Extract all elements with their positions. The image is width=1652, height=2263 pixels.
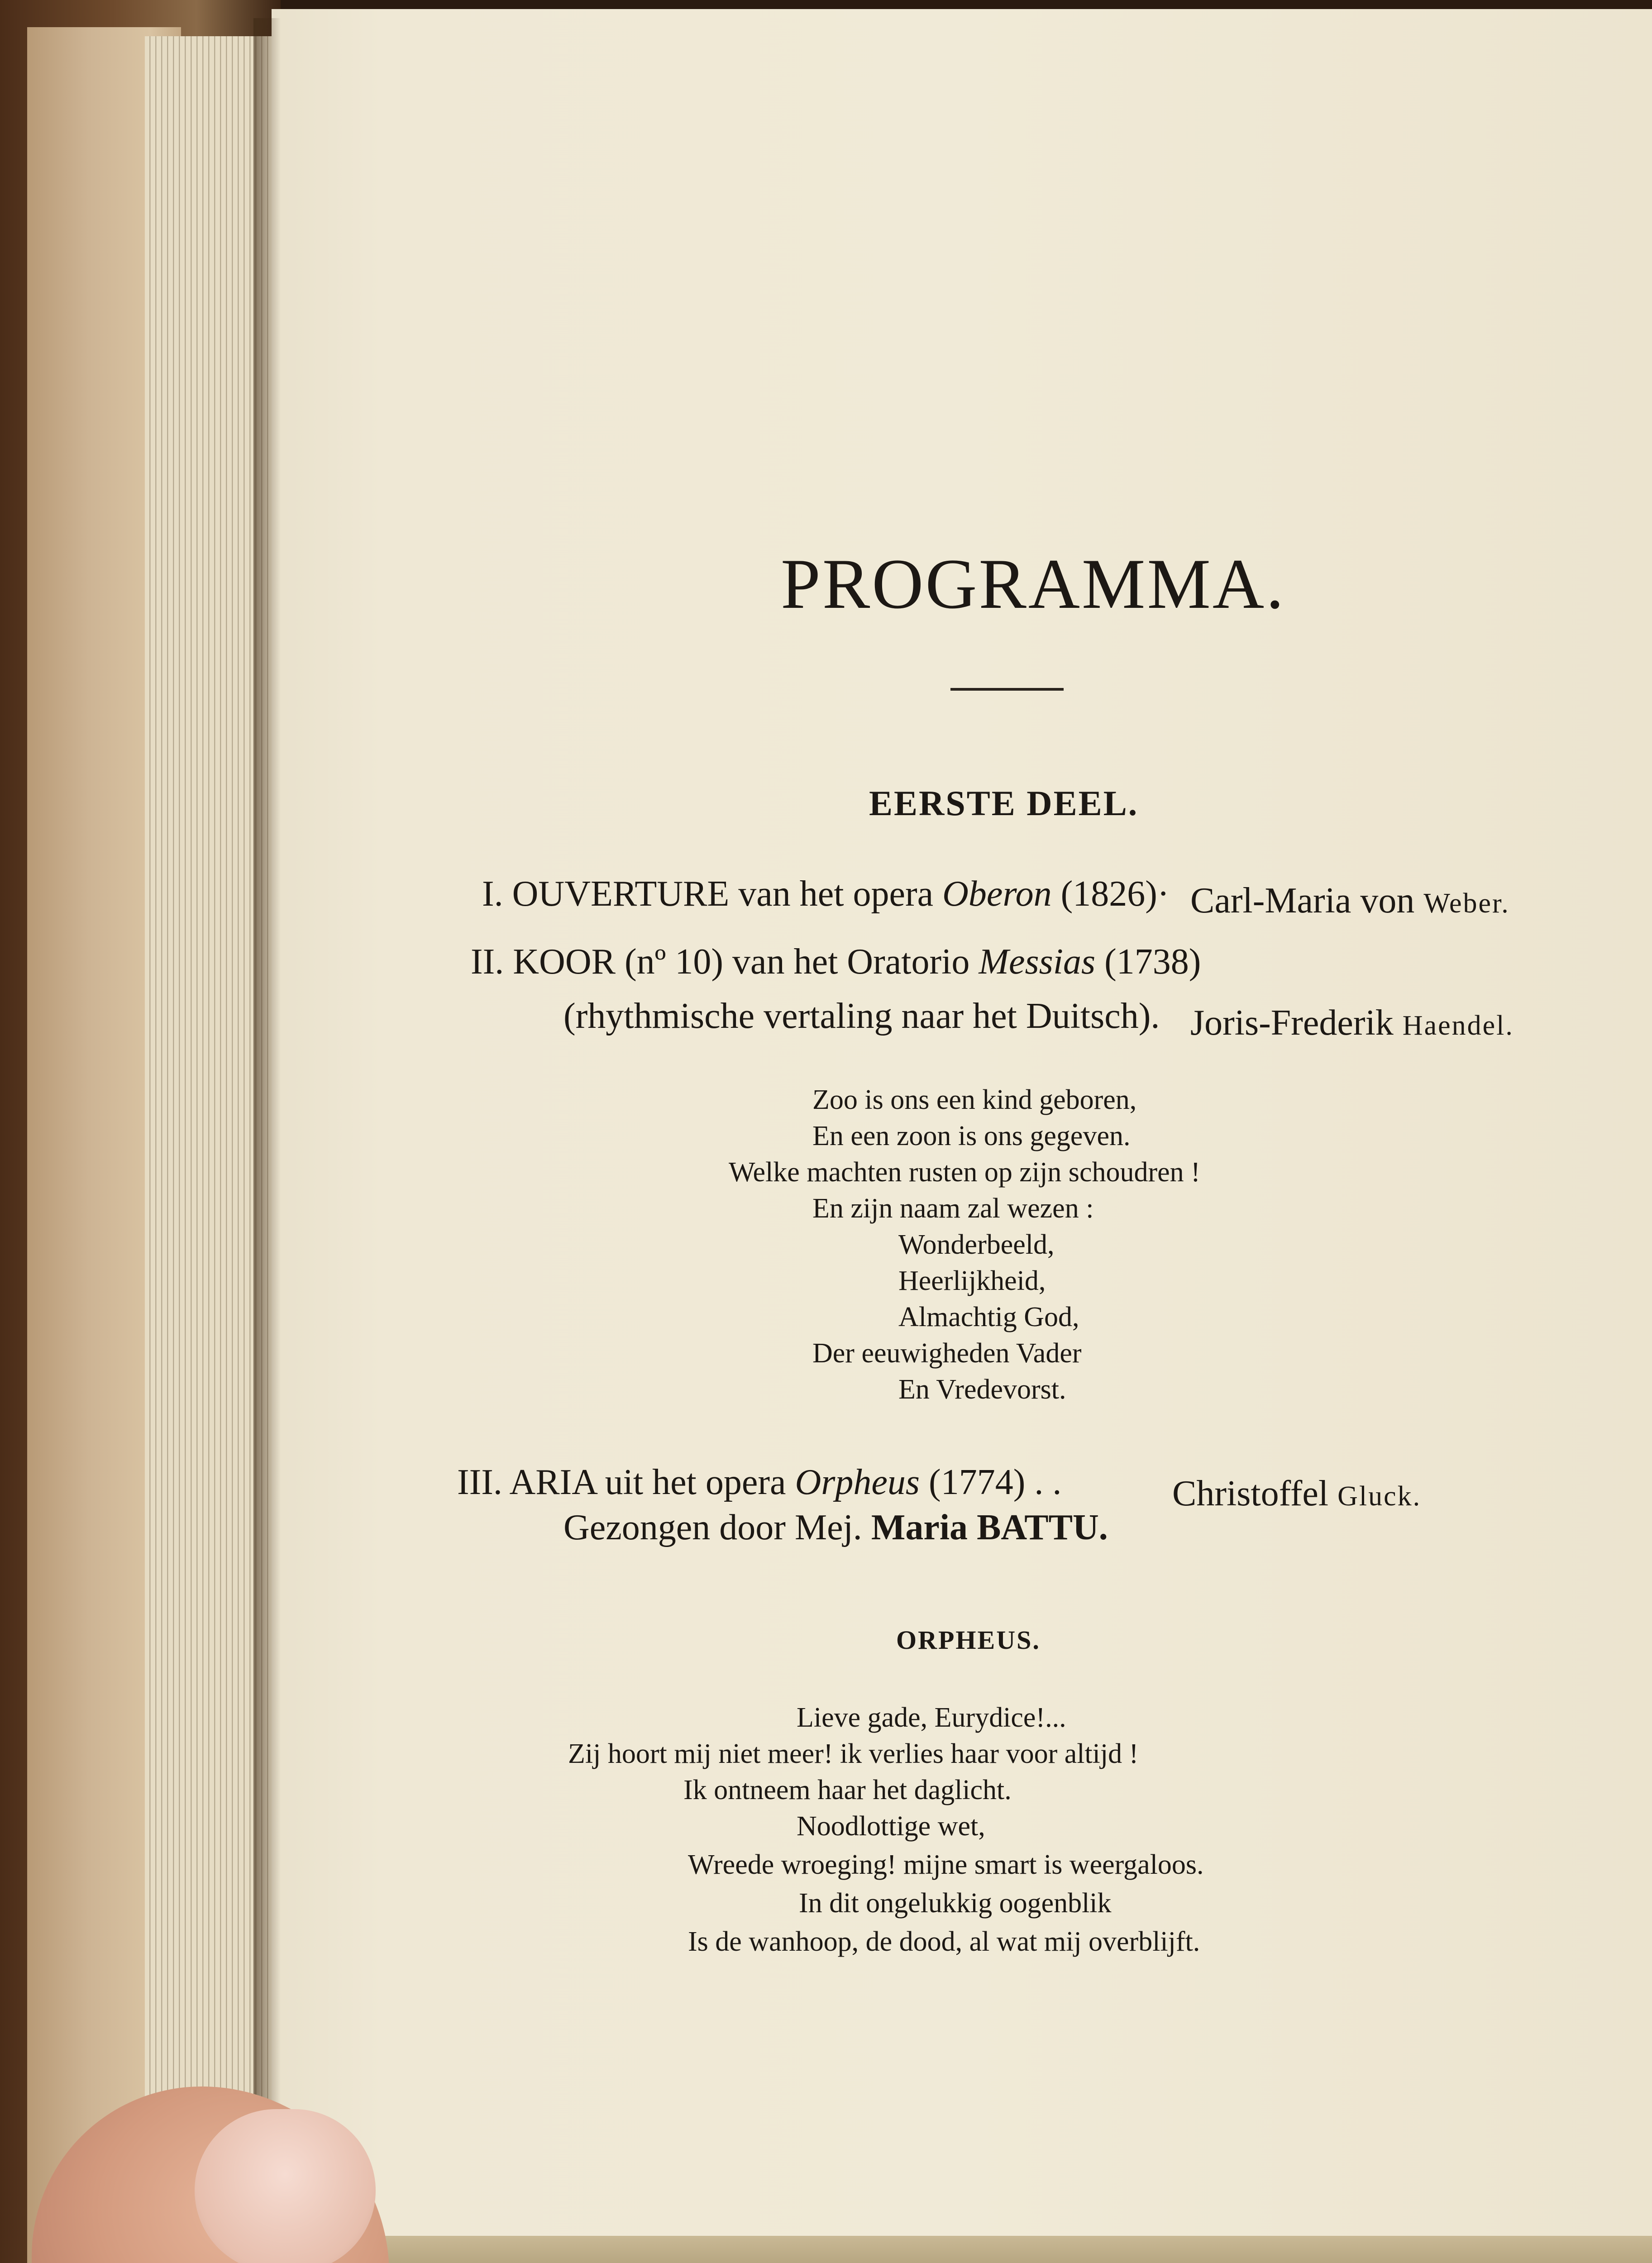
item-numeral: III.	[457, 1462, 502, 1502]
page-title: PROGRAMMA.	[781, 544, 1286, 624]
item-pre: (nº 10) van het Oratorio	[615, 942, 979, 982]
composer-first: Carl-Maria von	[1190, 881, 1424, 921]
verse-line: En Vredevorst.	[898, 1374, 1066, 1405]
composer-last: Weber.	[1423, 888, 1510, 919]
item-pre: van het opera	[729, 874, 943, 914]
verse-line: Ik ontneem haar het daglicht.	[683, 1775, 1012, 1805]
composer-first: Joris-Frederik	[1190, 1003, 1403, 1043]
item-work: Messias	[979, 942, 1096, 982]
verse-line: Noodlottige wet,	[797, 1811, 985, 1842]
item-post: (1826)·	[1051, 874, 1170, 914]
verse-line: Wreede wroeging! mijne smart is weergaloos.	[688, 1849, 1204, 1880]
program-item-1	[482, 874, 1170, 915]
program-item-3	[457, 1462, 1061, 1503]
spine-shadow	[253, 18, 281, 2263]
title-rule	[950, 688, 1064, 691]
item-post: (1774) . .	[920, 1462, 1062, 1502]
composer-last: Haendel.	[1402, 1010, 1514, 1041]
verse-line: Zoo is ons een kind geboren,	[812, 1084, 1137, 1115]
program-item-2	[471, 941, 1201, 983]
verse-line: Der eeuwigheden Vader	[812, 1338, 1082, 1369]
item-numeral: II.	[471, 942, 504, 982]
performer-line	[563, 1507, 1108, 1548]
verse-line: Welke machten rusten op zijn schoudren !	[729, 1157, 1200, 1188]
verse-line: Heerlijkheid,	[898, 1265, 1046, 1296]
performer-prefix: Gezongen door Mej.	[563, 1508, 871, 1547]
thumbnail-nail	[195, 2109, 376, 2263]
composer-3	[1172, 1473, 1421, 1514]
verse-line: In dit ongelukkig oogenblik	[799, 1888, 1112, 1919]
item-genre: ARIA	[509, 1462, 596, 1502]
performer-first: Maria	[871, 1508, 977, 1547]
verse-line: Lieve gade, Eurydice!...	[797, 1702, 1066, 1733]
verse-line: Zij hoort mij niet meer! ik verlies haar voor altijd !	[568, 1738, 1139, 1769]
program-item-2-translation: (rhythmische vertaling naar het Duitsch).	[563, 996, 1160, 1036]
verse-line: En een zoon is ons gegeven.	[812, 1121, 1131, 1151]
verse-line: Wonderbeeld,	[898, 1229, 1055, 1260]
composer-2	[1190, 1003, 1514, 1044]
item-genre: KOOR	[513, 942, 616, 982]
book-bottom-edge	[253, 2236, 1652, 2263]
item-genre: OUVERTURE	[512, 874, 730, 914]
performer-last: BATTU.	[977, 1508, 1108, 1547]
item-numeral: I.	[482, 874, 503, 914]
section-heading: EERSTE DEEL.	[869, 783, 1139, 823]
verse-line: Almachtig God,	[898, 1302, 1079, 1332]
item-pre: uit het opera	[596, 1462, 795, 1502]
verse-line: En zijn naam zal wezen :	[812, 1193, 1094, 1224]
composer-last: Gluck.	[1337, 1481, 1422, 1512]
item-work: Oberon	[942, 874, 1052, 914]
orpheus-heading: ORPHEUS.	[896, 1625, 1041, 1655]
item-work: Orpheus	[795, 1462, 920, 1502]
item-post: (1738)	[1095, 942, 1201, 982]
verse-line: Is de wanhoop, de dood, al wat mij overblijft.	[688, 1926, 1200, 1957]
composer-first: Christoffel	[1172, 1474, 1338, 1513]
composer-1	[1190, 880, 1510, 921]
page-stack	[145, 36, 272, 2263]
